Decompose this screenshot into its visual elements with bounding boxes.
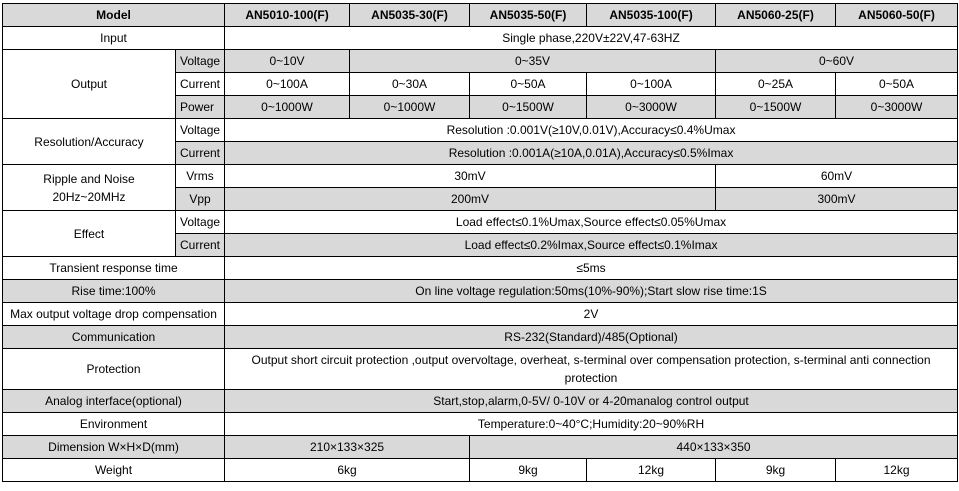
environment-value: Temperature:0~40°C;Humidity:20~90%RH (225, 413, 958, 436)
communication-row (3, 326, 958, 349)
effect-voltage-value: Load effect≤0.1%Umax,Source effect≤0.05%Umax (225, 211, 958, 234)
output-power-1: 0~1000W (225, 96, 350, 119)
environment-label: Environment (3, 413, 225, 436)
transient-label: Transient response time (3, 257, 225, 280)
output-power-5: 0~1500W (716, 96, 836, 119)
output-label: Output (3, 50, 176, 119)
ripple-vrms-row (3, 165, 958, 188)
output-voltage-1: 0~10V (225, 50, 350, 73)
weight-value-4: 9kg (716, 459, 836, 482)
communication-value: RS-232(Standard)/485(Optional) (225, 326, 958, 349)
input-value: Single phase,220V±22V,47-63HZ (225, 27, 958, 50)
weight-value-5: 12kg (836, 459, 958, 482)
weight-row (3, 459, 958, 482)
environment-row (3, 413, 958, 436)
dimension-label: Dimension W×H×D(mm) (3, 436, 225, 459)
transient-row (3, 257, 958, 280)
ripple-label (3, 165, 176, 211)
header-model-5: AN5060-25(F) (716, 4, 836, 27)
header-model-2: AN5035-30(F) (350, 4, 470, 27)
output-current-6: 0~50A (836, 73, 958, 96)
analog-value: Start,stop,alarm,0-5V/ 0-10V or 4-20manalog control output (225, 390, 958, 413)
dimension-value-1: 210×133×325 (225, 436, 470, 459)
output-power-label: Power (176, 96, 225, 119)
resolution-label: Resolution/Accuracy (3, 119, 176, 165)
resolution-voltage-value: Resolution :0.001V(≥10V,0.01V),Accuracy≤0.4%Umax (225, 119, 958, 142)
input-label: Input (3, 27, 225, 50)
rise-row (3, 280, 958, 303)
header-model-1: AN5010-100(F) (225, 4, 350, 27)
header-model-4: AN5035-100(F) (587, 4, 716, 27)
rise-label: Rise time:100% (3, 280, 225, 303)
output-current-2: 0~30A (350, 73, 470, 96)
output-current-4: 0~100A (587, 73, 716, 96)
weight-value-3: 12kg (587, 459, 716, 482)
transient-value: ≤5ms (225, 257, 958, 280)
analog-label: Analog interface(optional) (3, 390, 225, 413)
resolution-current-label: Current (176, 142, 225, 165)
resolution-current-value: Resolution :0.001A(≥10A,0.01A),Accuracy≤0.5%Imax (225, 142, 958, 165)
output-current-label: Current (176, 73, 225, 96)
output-voltage-label: Voltage (176, 50, 225, 73)
ripple-vrms-label: Vrms (176, 165, 225, 188)
analog-row (3, 390, 958, 413)
output-voltage-row (3, 50, 958, 73)
header-model: Model (3, 4, 225, 27)
drop-row (3, 303, 958, 326)
ripple-vpp-label: Vpp (176, 188, 225, 211)
ripple-vpp-1: 200mV (225, 188, 716, 211)
ripple-vrms-1: 30mV (225, 165, 716, 188)
effect-label: Effect (3, 211, 176, 257)
output-voltage-2: 0~35V (350, 50, 716, 73)
effect-current-value: Load effect≤0.2%Imax,Source effect≤0.1%Imax (225, 234, 958, 257)
effect-voltage-label: Voltage (176, 211, 225, 234)
header-model-6: AN5060-50(F) (836, 4, 958, 27)
dimension-value-2: 440×133×350 (470, 436, 958, 459)
output-current-1: 0~100A (225, 73, 350, 96)
spec-table (2, 3, 958, 482)
effect-voltage-row (3, 211, 958, 234)
rise-value: On line voltage regulation:50ms(10%-90%);Start slow rise time:1S (225, 280, 958, 303)
weight-value-1: 6kg (225, 459, 470, 482)
output-current-3: 0~50A (470, 73, 587, 96)
resolution-voltage-row (3, 119, 958, 142)
ripple-vrms-2: 60mV (716, 165, 958, 188)
ripple-label-line1: Ripple and Noise (43, 171, 135, 186)
effect-current-label: Current (176, 234, 225, 257)
output-power-6: 0~3000W (836, 96, 958, 119)
drop-label: Max output voltage drop compensation (3, 303, 225, 326)
output-power-2: 0~1000W (350, 96, 470, 119)
drop-value: 2V (225, 303, 958, 326)
output-power-3: 0~1500W (470, 96, 587, 119)
communication-label: Communication (3, 326, 225, 349)
weight-value-2: 9kg (470, 459, 587, 482)
dimension-row (3, 436, 958, 459)
weight-label: Weight (3, 459, 225, 482)
protection-row (3, 349, 958, 390)
output-voltage-3: 0~60V (716, 50, 958, 73)
protection-label: Protection (3, 349, 225, 390)
ripple-vpp-2: 300mV (716, 188, 958, 211)
resolution-voltage-label: Voltage (176, 119, 225, 142)
output-power-4: 0~3000W (587, 96, 716, 119)
input-row (3, 27, 958, 50)
protection-value: Output short circuit protection ,output overvoltage, overheat, s-terminal over compensation protection, s-terminal anti connection protection (225, 349, 958, 390)
ripple-label-line2: 20Hz~20MHz (52, 189, 126, 204)
header-model-3: AN5035-50(F) (470, 4, 587, 27)
header-row (3, 4, 958, 27)
output-current-5: 0~25A (716, 73, 836, 96)
